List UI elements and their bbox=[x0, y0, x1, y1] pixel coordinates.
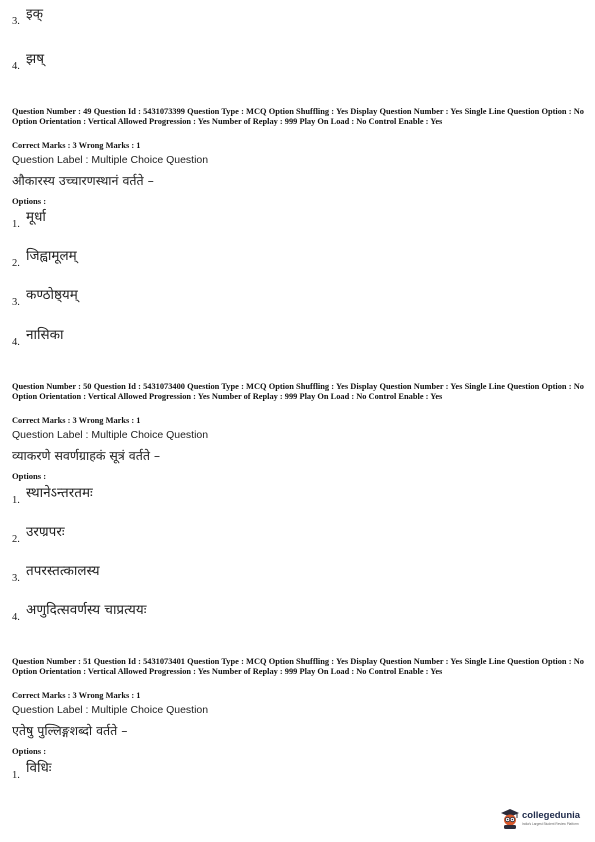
marks-49: Correct Marks : 3 Wrong Marks : 1 bbox=[12, 141, 141, 150]
option-text: जिह्वामूलम् bbox=[26, 248, 77, 264]
prev-option-4[interactable] bbox=[12, 51, 45, 73]
q50-option-1[interactable] bbox=[12, 485, 93, 507]
question-text-51: एतेषु पुल्लिङ्गशब्दो वर्तते – bbox=[12, 723, 128, 738]
option-text: नासिका bbox=[26, 327, 64, 343]
q51-option-1[interactable] bbox=[12, 760, 52, 782]
option-number: 4. bbox=[12, 612, 20, 623]
question-meta-51: Question Number : 51 Question Id : 5431073401 Question Type : MCQ Option Shuffling : Yes Display Question Number : Yes Single Line Question Option : No Option Orientation : Vertical Allowed Progression : Yes Number of Replay : 999 Play On Load : No Control Enable : Yes bbox=[12, 657, 584, 677]
q50-option-4[interactable] bbox=[12, 602, 147, 624]
option-text: अणुदित्सवर्णस्य चाप्रत्ययः bbox=[26, 602, 147, 618]
option-number: 4. bbox=[12, 337, 20, 348]
graduate-mascot-icon bbox=[500, 808, 520, 830]
question-text-49: औकारस्य उच्चारणस्थानं वर्तते – bbox=[12, 173, 154, 188]
logo-wordmark: collegedunia bbox=[522, 810, 581, 821]
q49-option-3[interactable] bbox=[12, 287, 78, 309]
option-number: 3. bbox=[12, 16, 20, 27]
option-number: 4. bbox=[12, 61, 20, 72]
option-text: तपरस्तत्कालस्य bbox=[26, 563, 100, 579]
question-label-50: Question Label : Multiple Choice Question bbox=[12, 429, 209, 441]
question-meta-50: Question Number : 50 Question Id : 5431073400 Question Type : MCQ Option Shuffling : Yes Display Question Number : Yes Single Line Question Option : No Option Orientation : Vertical Allowed Progression : Yes Number of Replay : 999 Play On Load : No Control Enable : Yes bbox=[12, 382, 584, 402]
options-heading-49: Options : bbox=[12, 196, 47, 206]
marks-50: Correct Marks : 3 Wrong Marks : 1 bbox=[12, 416, 141, 425]
option-number: 2. bbox=[12, 534, 20, 545]
question-label-51: Question Label : Multiple Choice Question bbox=[12, 704, 209, 716]
q50-option-3[interactable] bbox=[12, 563, 100, 585]
logo-tagline: India's Largest Student Review Platform bbox=[522, 822, 579, 826]
option-text: इक् bbox=[26, 6, 43, 22]
question-text-50: व्याकरणे सवर्णग्राहकं सूत्रं वर्तते – bbox=[12, 448, 161, 463]
q49-option-2[interactable] bbox=[12, 248, 77, 270]
option-number: 3. bbox=[12, 297, 20, 308]
option-text: विधिः bbox=[26, 760, 52, 776]
option-number: 3. bbox=[12, 573, 20, 584]
option-number: 1. bbox=[12, 770, 20, 781]
option-text: कण्ठोष्ठ्यम् bbox=[26, 287, 78, 303]
marks-51: Correct Marks : 3 Wrong Marks : 1 bbox=[12, 691, 141, 700]
option-number: 1. bbox=[12, 495, 20, 506]
q50-option-2[interactable] bbox=[12, 524, 65, 546]
option-text: उरण्रपरः bbox=[26, 524, 65, 540]
options-heading-50: Options : bbox=[12, 471, 47, 481]
option-number: 2. bbox=[12, 258, 20, 269]
options-heading-51: Options : bbox=[12, 746, 47, 756]
option-text: मूर्धा bbox=[26, 209, 46, 225]
option-text: स्थानेऽन्तरतमः bbox=[26, 485, 93, 501]
q49-option-4[interactable] bbox=[12, 327, 64, 349]
option-text: झष् bbox=[26, 51, 45, 67]
q49-option-1[interactable] bbox=[12, 209, 46, 231]
option-number: 1. bbox=[12, 219, 20, 230]
collegedunia-logo bbox=[500, 808, 590, 834]
prev-option-3[interactable] bbox=[12, 6, 43, 28]
question-meta-49: Question Number : 49 Question Id : 5431073399 Question Type : MCQ Option Shuffling : Yes Display Question Number : Yes Single Line Question Option : No Option Orientation : Vertical Allowed Progression : Yes Number of Replay : 999 Play On Load : No Control Enable : Yes bbox=[12, 107, 584, 127]
question-label-49: Question Label : Multiple Choice Question bbox=[12, 154, 209, 166]
